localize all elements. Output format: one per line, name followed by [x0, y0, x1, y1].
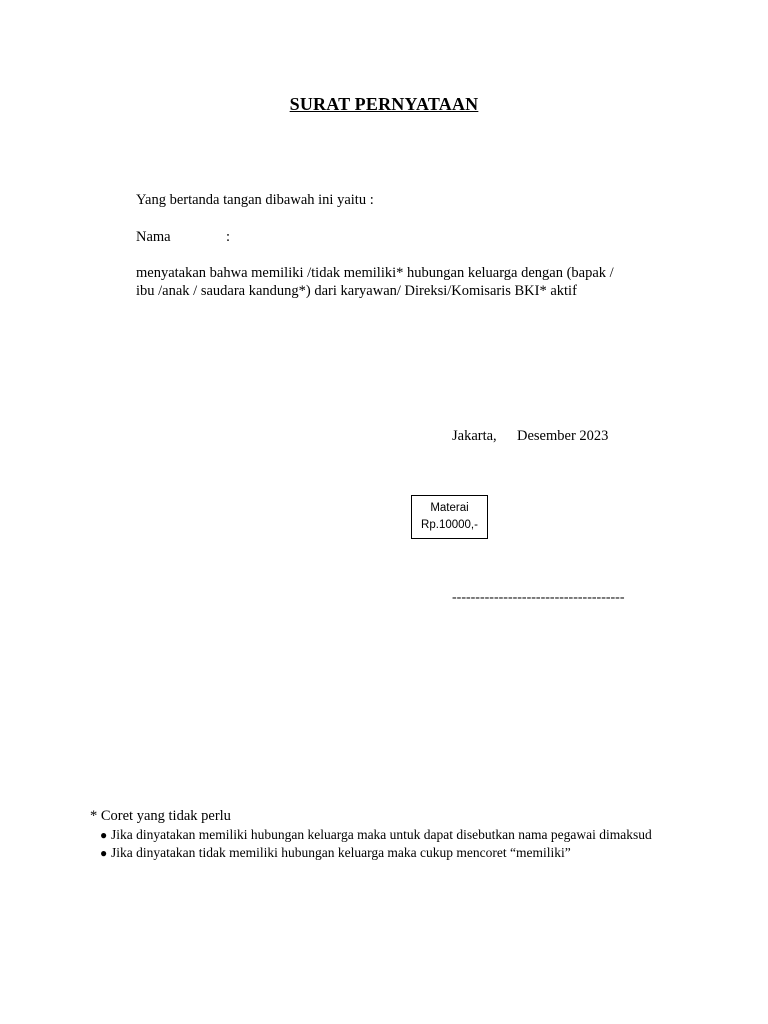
- date-text: Desember 2023: [517, 428, 609, 444]
- statement-paragraph: [136, 264, 614, 300]
- document-title: SURAT PERNYATAAN: [289, 94, 479, 114]
- footnote-list: [100, 826, 652, 862]
- materai-stamp-box: [411, 495, 488, 539]
- place-text: Jakarta,: [452, 428, 497, 444]
- footnote-text: Jika dinyatakan memiliki hubungan keluarga maka untuk dapat disebutkan nama pegawai dimaksud: [111, 827, 652, 842]
- intro-text: Yang bertanda tangan dibawah ini yaitu :: [136, 192, 374, 208]
- materai-label: Materai: [430, 502, 469, 514]
- footnote-text: Jika dinyatakan tidak memiliki hubungan keluarga maka cukup mencoret “memiliki”: [111, 845, 571, 860]
- statement-line-1: menyatakan bahwa memiliki /tidak memiliki* hubungan keluarga dengan (bapak /: [136, 265, 614, 281]
- footnote-item: [100, 826, 652, 844]
- bullet-icon: ●: [100, 846, 108, 860]
- statement-line-2: ibu /anak / saudara kandung*) dari karyawan/ Direksi/Komisaris BKI* aktif: [136, 283, 577, 299]
- signature-line: -------------------------------------: [452, 590, 625, 605]
- materai-amount: Rp.10000,-: [421, 519, 478, 531]
- footnote-item: [100, 844, 652, 862]
- nama-label: Nama: [136, 229, 171, 245]
- nama-colon: :: [226, 229, 231, 245]
- bullet-icon: ●: [100, 828, 108, 842]
- footnote-title: * Coret yang tidak perlu: [90, 808, 231, 824]
